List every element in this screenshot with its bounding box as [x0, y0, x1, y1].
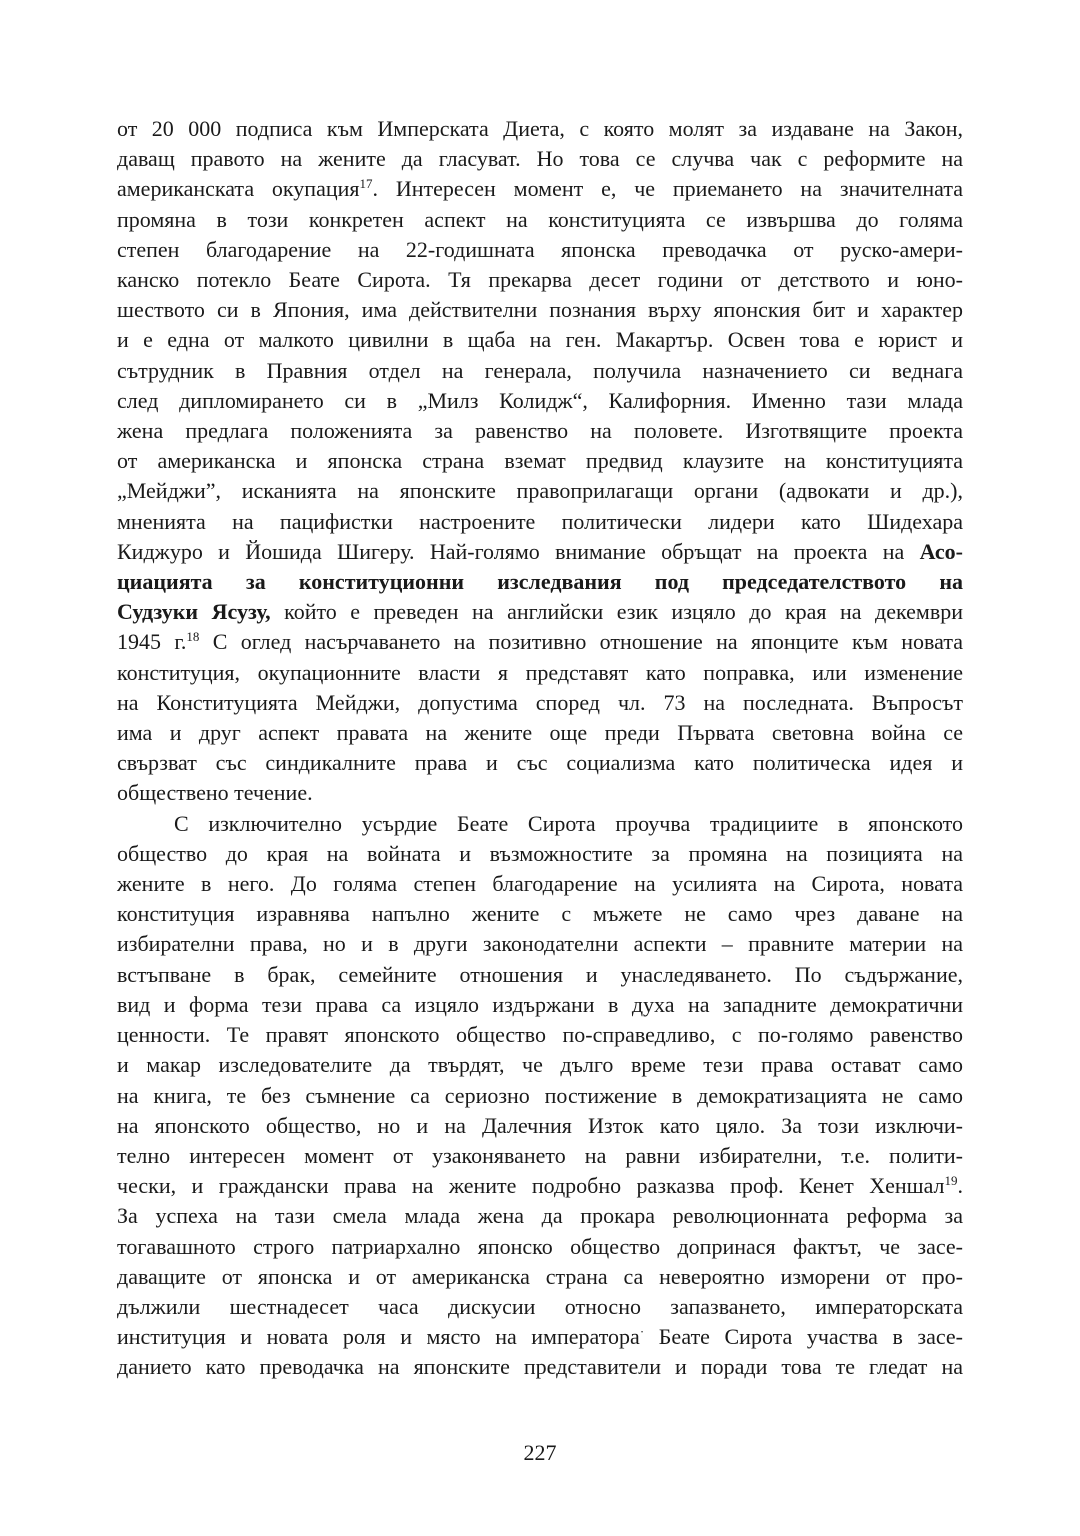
text-line: чески, и граждански права на жените подробно разказва проф. Кенет Хеншал$^{19}$.	[117, 1173, 963, 1199]
text-line: обществено течение.	[117, 780, 313, 806]
text-line: свързват със синдикалните права и със социализма като политическа идея и	[117, 750, 963, 776]
text-line: на книга, те без съмнение са сериозно постижение в демократизацията не само	[117, 1082, 963, 1108]
text-line: от 20 000 подписа към Имперската Диета, с която молят за издаване на Закон,	[117, 116, 963, 141]
text-line: С изключително усърдие Беате Сирота проучва традициите в японското	[174, 810, 963, 836]
text-line: промяна в този конкретен аспект на конституцията се извършва до голяма	[117, 206, 963, 232]
text-line: конституция изравнява напълно жените с мъжете не само чрез даване на	[117, 901, 963, 927]
text-line: За успеха на тази смела млада жена да прокара революционната реформа за	[117, 1203, 963, 1229]
text-line: данието като преводачка на японските представители и поради това те гледат на	[117, 1354, 963, 1380]
text-line: от американска и японска страна вземат предвид клаузите на конституцията	[117, 448, 963, 474]
text-line: шеството си в Япония, има действителни познания върху японския бит и характер	[117, 297, 963, 323]
text-line: дължили шестнадесет часа дискусии относно запазването, императорската	[117, 1293, 963, 1319]
text-line: избирателни права, но и в други законодателни аспекти – правните материи на	[117, 931, 963, 957]
paragraph-2	[117, 809, 963, 1383]
text-line: на японското общество, но и на Далечния Изток като цяло. За този изключи-	[117, 1112, 963, 1138]
text-line: на Конституцията Мейджи, допустима според чл. 73 на последната. Въпросът	[117, 689, 963, 715]
text-line: „Мейджи”, исканията на японските правоприлагащи органи (адвокати и др.),	[117, 478, 963, 504]
page-number: 227	[523, 1440, 557, 1465]
paragraph-1	[117, 114, 963, 809]
text-line: 1945 г.$^{18}$ С оглед насърчаването на позитивно отношение на японците към новата	[117, 629, 963, 655]
text-line: има и друг аспект правата на жените още преди Първата световна война се	[117, 720, 963, 746]
text-line: ценности. Те правят японското общество по-справедливо, с по-голямо равенство	[117, 1022, 963, 1048]
bold-text: Судзуки Ясузу,	[117, 599, 271, 625]
superscript-mark: ·	[639, 1324, 645, 1340]
text-line: Киджуро и Йошида Шигеру. Най-голямо внимание обръщат на проекта на Асо-	[117, 538, 963, 564]
text-line: жена предлага положенията за равенство на половете. Изготвящите проекта	[117, 418, 963, 444]
text-line: институция и новата роля и място на императора· Беате Сирота участва в засе-	[117, 1324, 963, 1350]
body-text	[117, 114, 963, 1383]
text-line: встъпване в брак, семейните отношения и унаследяването. По съдържание,	[117, 961, 963, 987]
footnote-ref-17[interactable]: 17	[359, 176, 373, 192]
bold-text: циацията за конституционни изследвания под председателството на	[117, 569, 963, 595]
text-line: американската окупация$^{17}$. Интересен момент е, че приемането на значителната	[117, 176, 963, 202]
text-line: мненията на пацифистки настроените политически лидери като Шидехара	[117, 508, 963, 534]
text-line: Судзуки Ясузу, който е преведен на английски език изцяло до края на декември	[117, 599, 963, 625]
text-line: след дипломирането си в „Милз Колидж“, Калифорния. Именно тази млада	[117, 387, 963, 413]
text-line	[117, 567, 963, 597]
text-line: канско потекло Беате Сирота. Тя прекарва десет години от детството и юно-	[117, 267, 963, 293]
text-line: жените в него. До голяма степен благодарение на усилията на Сирота, новата	[117, 871, 963, 897]
text-line: вид и форма тези права са изцяло издържани в духа на западните демократични	[117, 991, 963, 1017]
text-line: и макар изследователите да твърдят, че дълго време тези права остават само	[117, 1052, 963, 1078]
footnote-ref-18[interactable]: 18	[186, 629, 200, 645]
text-line: даващ правото на жените да гласуват. Но това се случва чак с реформите на	[117, 146, 963, 172]
text-line: даващите от японска и от американска страна са невероятно изморени от про-	[117, 1263, 963, 1289]
text-line: степен благодарение на 22-годишната японска преводачка от руско-амери-	[117, 236, 963, 262]
text-line: конституция, окупационните власти я представят като поправка, или изменение	[117, 659, 963, 685]
text-line: тогавашното строго патриархално японско общество допринася фактът, че засе-	[117, 1233, 963, 1259]
text-line: общество до края на войната и възможностите за промяна на позицията на	[117, 840, 963, 866]
text-line: и е една от малкото цивилни в щаба на ген. Макартър. Освен това е юрист и	[117, 327, 963, 353]
text-line: сътрудник в Правния отдел на генерала, получила назначението си веднага	[117, 357, 963, 383]
bold-text: Асо-	[919, 538, 963, 564]
text-line: телно интересен момент от узаконяването на равни избирателни, т.е. полити-	[117, 1142, 963, 1168]
footnote-ref-19[interactable]: 19	[944, 1173, 958, 1189]
